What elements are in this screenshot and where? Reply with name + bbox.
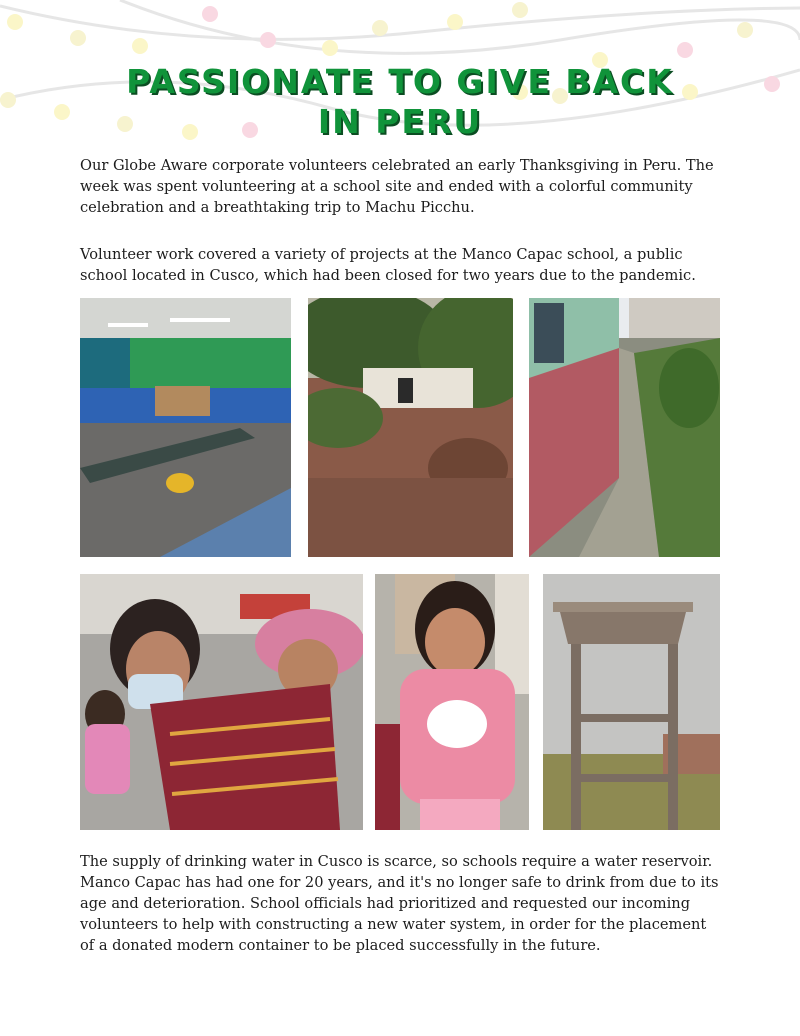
intro-paragraph: Our Globe Aware corporate volunteers celebrated an early Thanksgiving in Peru. The week was spent volunteering at a school site and ended with a colorful community celebration and a breathtaking trip to Machu Picchu. (80, 157, 714, 216)
photo-girl-pink (375, 574, 529, 830)
work-paragraph: Volunteer work covered a variety of projects at the Manco Capac school, a public school located in Cusco, which had been closed for two years due to the pandemic. (80, 246, 696, 284)
photo-wall-walkway (529, 298, 720, 557)
photo-classroom (80, 298, 291, 557)
page-title (0, 62, 800, 142)
title-line-1: PASSIONATE TO GIVE BACK (126, 62, 674, 101)
photo-woman-baby (80, 574, 363, 830)
photo-garden-dirt (308, 298, 513, 557)
title-line-2: IN PERU (317, 102, 483, 141)
photo-water-tower (543, 574, 720, 830)
water-paragraph: The supply of drinking water in Cusco is scarce, so schools require a water reservoir. Manco Capac has had one for 20 years, and it's no longer safe to drink from due to its age and deterioration. School officials had prioritized and requested our incoming volunteers to help with constructing a new water system, in order for the placement of a donated modern container to be placed successfully in the future. (80, 853, 719, 954)
